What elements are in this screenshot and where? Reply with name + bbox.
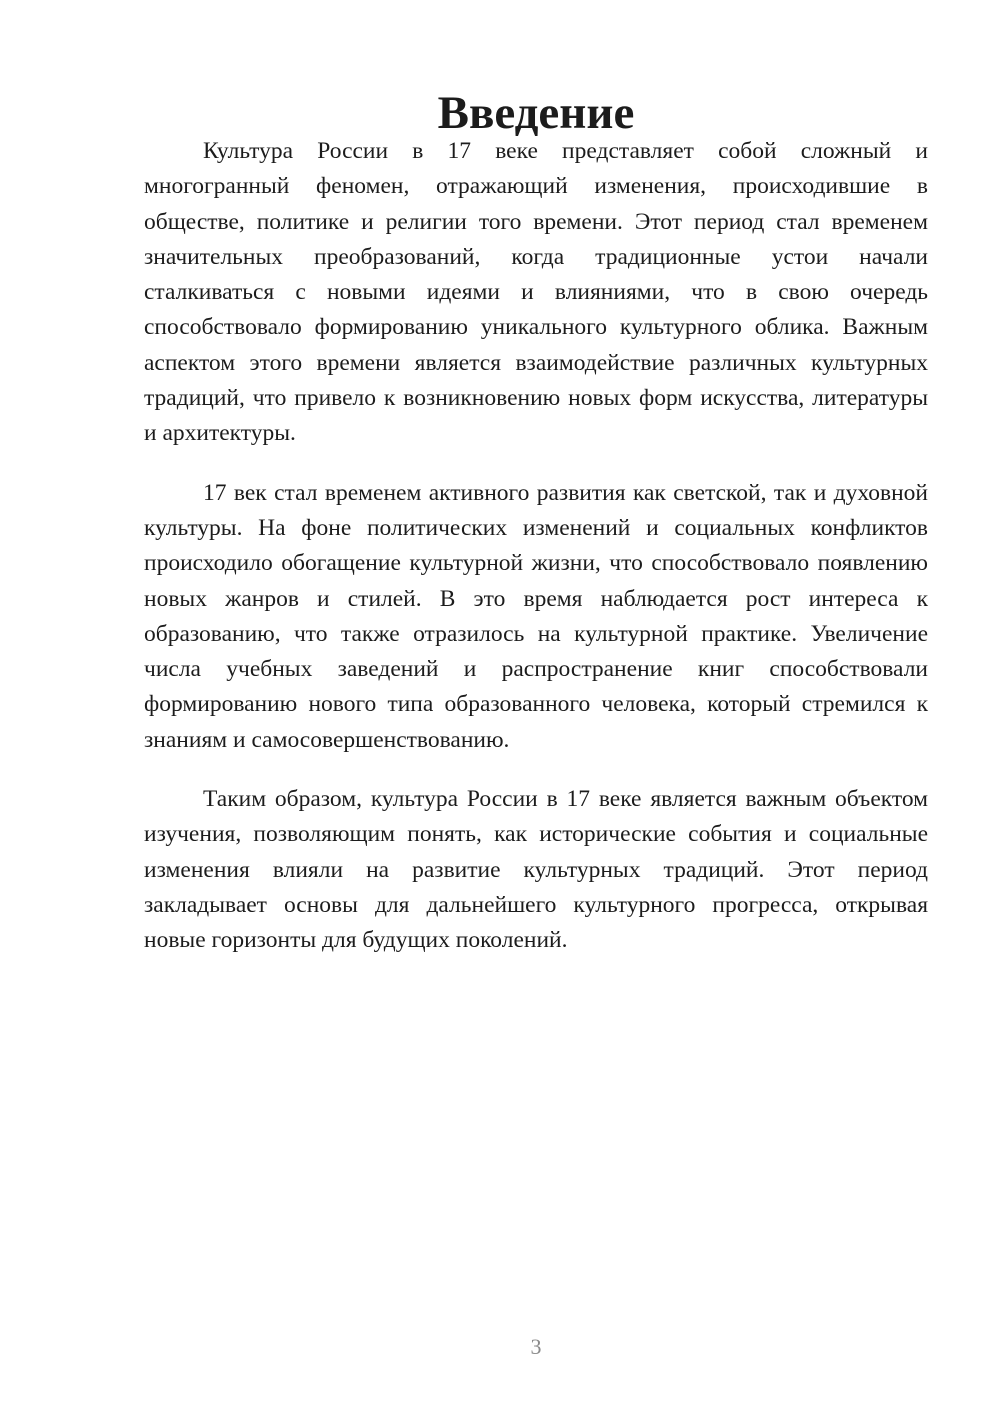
page-body <box>144 87 928 959</box>
page-number: 3 <box>530 1334 542 1359</box>
paragraph-3: Таким образом, культура России в 17 веке является важным объектом изучения, позволяющим понять, как исторические события и социальные изменения влияли на развитие культурных традиций. Этот период закладывает основы для дальнейшего культурного прогресса, открывая новые горизонты для будущих поколений. <box>144 786 928 954</box>
section-heading: Введение <box>437 87 635 139</box>
paragraph-1: Культура России в 17 веке представляет собой сложный и многогранный феномен, отражающий изменения, происходившие в обществе, политике и религии того времени. Этот период стал временем значительных преобразований, когда традиционные устои начали сталкиваться с новыми идеями и влияниями, что в свою очередь способствовало формированию уникального культурного облика. Важным аспектом этого времени является взаимодействие различных культурных традиций, что привело к возникновению новых форм искусства, литературы и архитектуры. <box>144 138 928 447</box>
paragraph-2: 17 век стал временем активного развития как светской, так и духовной культуры. На фоне политических изменений и социальных конфликтов происходило обогащение культурной жизни, что способствовало появлению новых жанров и стилей. В это время наблюдается рост интереса к образованию, что также отразилось на культурной практике. Увеличение числа учебных заведений и распространение книг способствовали формированию нового типа образованного человека, который стремился к знаниям и самосовершенствованию. <box>144 479 928 753</box>
